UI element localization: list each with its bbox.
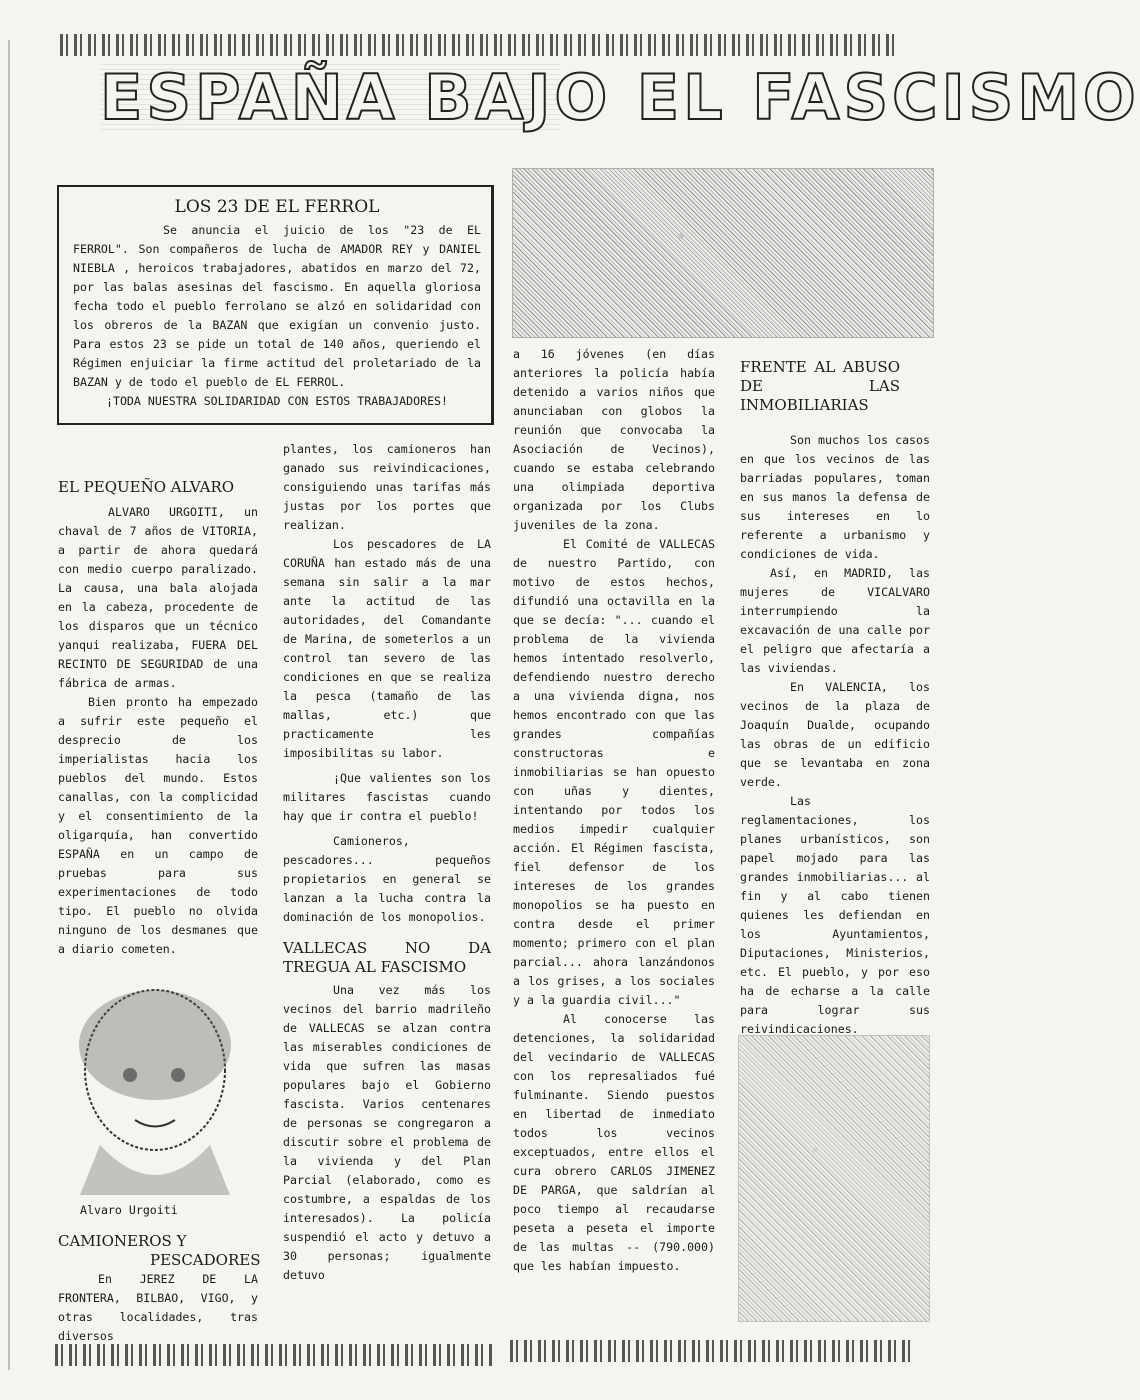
inmobiliarias-p1: Son muchos los casos en que los vecinos de las barriadas populares, toman en sus manos la defensa de sus intereses en lo referente a urbanismo y condiciones de vida. [740, 433, 930, 561]
ferrol-title: LOS 23 DE EL FERROL [174, 197, 380, 217]
column-3 [513, 345, 715, 1276]
camioneros-p2: plantes, los camioneros han ganado sus reivindicaciones, consiguiendo unas tarifas más justas por los portes que realizan. [283, 442, 491, 532]
vallecas-p3: El Comité de VALLECAS de nuestro Partido, con motivo de estos hechos, difundió una octavilla en la que se decía: "... cuando el problema de la vivienda hemos intentado resolverlo, defendiendo nuestro derecho a una vivienda digna, nos hemos encontrado con que las grandes compañías constructoras e inmobiliarias se han opuesto con uñas y dientes, intentando por todos los medios impedir cualquier acción. El Régimen fascista, fiel defensor de los intereses de los grandes monopolios se ha puesto en contra desde el primer momento; primero con el plan parcial... ahora lanzándonos a los grises, a los sociales y a la guardia civil..." [513, 537, 715, 1007]
ferrol-slogan: ¡TODA NUESTRA SOLIDARIDAD CON ESTOS TRABAJADORES! [105, 394, 449, 408]
portrait-caption: Alvaro Urgoiti [80, 1203, 178, 1217]
column-1 [58, 478, 258, 959]
alvaro-title: EL PEQUEÑO ALVARO [58, 478, 235, 496]
militares-p: ¡Que valientes son los militares fascistas cuando hay que ir contra el pueblo! [283, 771, 491, 823]
ferrol-box [57, 185, 494, 425]
ferrol-body: Se anuncia el juicio de los "23 de EL FERROL". Son compañeros de lucha de AMADOR REY y DANIEL NIEBLA , heroicos trabajadores, abatidos en marzo del 72, por las balas asesinas del fascismo. En aquella gloriosa fecha todo el pueblo ferrolano se alzó en solidaridad con los obreros de la BAZAN que exigían un convenio justo. Para estos 23 se pide un total de 140 años, queriendo el Régimen enjuiciar la firme actitud del proletariado de la BAZAN y de todo el pueblo de EL FERROL. [73, 223, 481, 389]
camioneros-p1: En JEREZ DE LA FRONTERA, BILBAO, VIGO, y otras localidades, tras diversos [58, 1272, 258, 1343]
camioneros-title-b: PESCADORES [150, 1251, 261, 1269]
alvaro-p1: ALVARO URGOITI, un chaval de 7 años de VITORIA, a partir de ahora quedará con medio cuerpo paralizado. La causa, una bala alojada en la cabeza, procedente de los disparos que un técnico yanqui realizaba, FUERA DEL RECINTO DE SEGURIDAD de una fábrica de armas. [58, 505, 258, 690]
inmobiliarias-p4: Las reglamentaciones, los planes urbanísticos, son papel mojado para las grandes inmobiliarias... al fin y al cabo tienen quienes les defiendan en los Ayuntamientos, Diputaciones, Ministerios, etc. El pueblo, y por eso ha de echarse a la calle para lograr sus reivindicaciones. [740, 794, 930, 1036]
vallecas-p4: Al conocerse las detenciones, la solidaridad del vecindario de VALLECAS con los represaliados fué fulminante. Siendo puestos en libertad de inmediato todos los vecinos exceptuados, entre ellos el cura obrero CARLOS JIMENEZ DE PARGA, que saldrían al poco tiempo al recaudarse peseta a peseta el importe de las multas -- (790.000) que les habían impuesto. [513, 1012, 715, 1273]
inmobiliarias-title: FRENTE AL ABUSO DE LAS INMOBILIARIAS [740, 358, 900, 414]
column-4 [740, 358, 930, 1039]
alvaro-p2: Bien pronto ha empezado a sufrir este pequeño el desprecio de los imperialistas hacia los pueblos del mundo. Estos canallas, con la complicidad y el consentimiento de la oligarquía, han convertido ESPAÑA en un campo de pruebas para sus experimentaciones de todo tipo. El pueblo no olvida ninguno de los desmanes que a diario cometen. [58, 695, 258, 956]
top-border-ornament [60, 34, 900, 56]
masthead-title: ESPAÑA BAJO EL FASCISMO [100, 61, 1140, 134]
bottom-right-image [738, 1035, 930, 1322]
inmobiliarias-p3: En VALENCIA, los vecinos de la plaza de Joaquín Dualde, ocupando las obras de un edificio que se levantaba en zona verde. [740, 680, 930, 789]
vallecas-p2: a 16 jóvenes (en días anteriores la policía había detenido a varios niños que anunciaban con globos la reunión que convocaba la Asociación de Vecinos), cuando se estaba celebrando una olimpiada deportiva organizada por los Clubs juveniles de la zona. [513, 347, 715, 532]
camioneros-title-a: CAMIONEROS Y [58, 1232, 187, 1250]
vallecas-p1: Una vez más los vecinos del barrio madrileño de VALLECAS se alzan contra las miserables condiciones de vida que sufren las masas populares bajo el Gobierno fascista. Varios centenares de personas se congregaron a discutir sobre el problema de la vivienda y del Plan Parcial (elaborado, como es costumbre, a espaldas de los interesados). La policía suspendió el acto y detuvo a 30 personas; igualmente detuvo [283, 983, 491, 1282]
alvaro-portrait [60, 975, 245, 1195]
left-margin-line [8, 40, 10, 1370]
vallecas-title: VALLECAS NO DA TREGUA AL FASCISMO [283, 939, 491, 976]
bottom-border-ornament-right [510, 1340, 910, 1362]
column-2 [283, 440, 491, 1285]
column-1-bottom [58, 1232, 261, 1346]
bottom-border-ornament-left [55, 1344, 495, 1366]
crowd-photo [512, 168, 934, 338]
inmobiliarias-p2: Así, en MADRID, las mujeres de VICALVARO interrumpiendo la excavación de una calle por el peligro que afectaría a las viviendas. [740, 566, 930, 675]
monopolios-p: Camioneros, pescadores... pequeños propietarios en general se lanzan a la lucha contra la dominación de los monopolios. [283, 834, 491, 924]
pescadores-p: Los pescadores de LA CORUÑA han estado más de una semana sin salir a la mar ante la actitud de las autoridades, del Comandante de Marina, de someterlos a un control tan severo de las condiciones en que se realiza la pesca (tamaño de las mallas, etc.) que practicamente les imposibilitas su labor. [283, 537, 491, 760]
